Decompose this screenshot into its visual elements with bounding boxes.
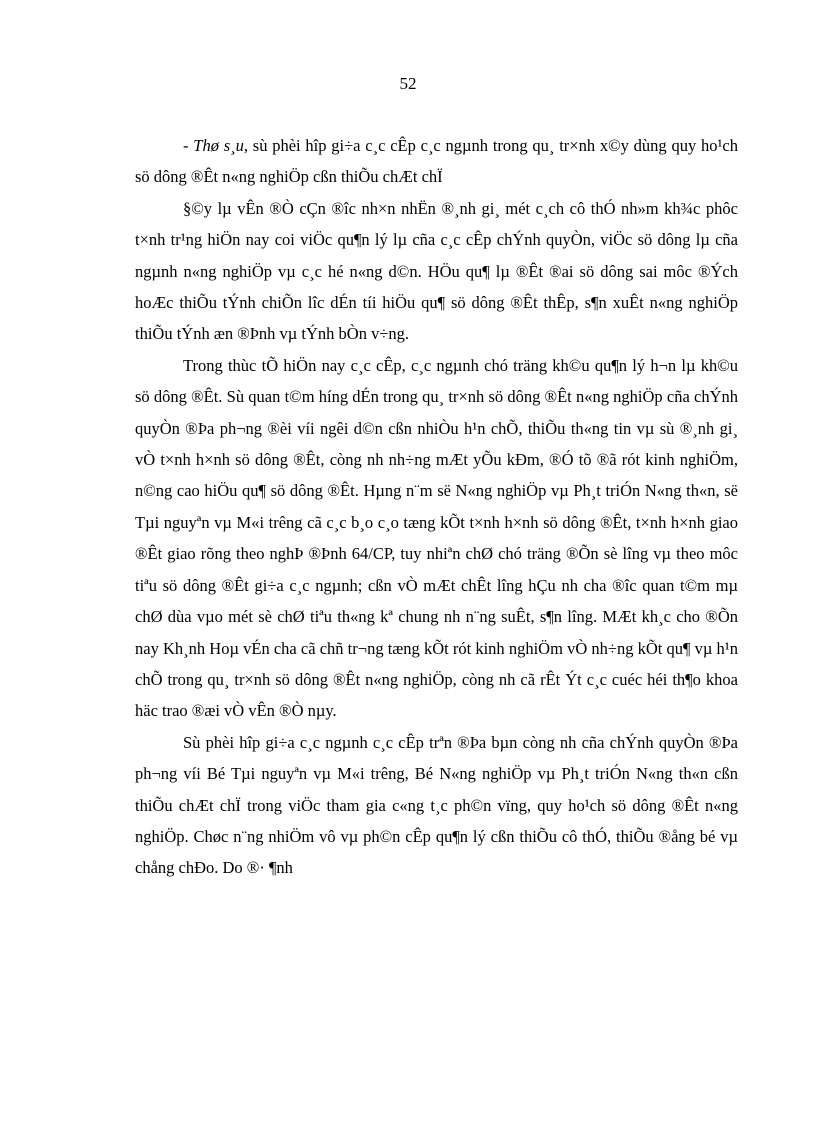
paragraph-4: Sù phèi hîp gi÷a c¸c ngµnh c¸c cÊp trªn ®Þa bµn còng nh cña chÝnh quyÒn ®Þa ph¬ng víi Bé Tµi nguyªn vµ M«i trêng, Bé N«ng nghiÖp vµ Ph¸t triÓn N«ng th«n cßn thiÕu chÆt chÏ trong viÖc tham gia c«ng t¸c ph©n vïng, quy ho¹ch sö dông ®Êt n«ng nghiÖp. Chøc n¨ng nhiÖm vô vµ ph©n cÊp qu¶n lý cßn thiÕu cô thÓ, thiÕu ®ång bé vµ chång chÐo. Do ®· ¶nh [135,732,738,878]
paragraph-2: §©y lµ vÊn ®Ò cÇn ®îc nh×n nhËn ®¸nh gi¸ mét c¸ch cô thÓ nh»m kh¾c phôc t×nh tr¹ng hiÖn nay coi viÖc qu¶n lý lµ cña c¸c cÊp chÝnh quyÒn, viÖc sö dông lµ cña ngµnh n«ng nghiÖp vµ c¸c hé n«ng d©n. HÖu qu¶ lµ ®Êt ®ai sö dông sai môc ®Ých hoÆc thiÕu tÝnh chiÕn lîc dÉn tíi hiÖu qu¶ sö dông ®Êt thÊp, s¶n xuÊt n«ng nghiÖp thiÕu tÝnh æn ®Þnh vµ tÝnh bÒn v÷ng. [135,198,738,344]
document-body [135,130,738,884]
page-number: 52 [399,74,417,93]
paragraph-lead-italic: - Thø s¸u, [183,136,249,155]
paragraph-1 [135,130,738,193]
paragraph-3: Trong thùc tÕ hiÖn nay c¸c cÊp, c¸c ngµnh chó träng kh©u qu¶n lý h¬n lµ kh©u sö dông ®Êt. Sù quan t©m híng dÉn trong qu¸ tr×nh sö dông ®Êt n«ng nghiÖp cña chÝnh quyÒn ®Þa ph¬ng ®èi víi ngêi d©n cßn nhiÒu h¹n chÕ, thiÕu th«ng tin vµ sù ®¸nh gi¸ vÒ t×nh h×nh sö dông ®Êt, còng nh nh÷ng mÆt yÕu kÐm, ®Ó tõ ®ã rót kinh nghiÖm, n©ng cao hiÖu qu¶ sö dông ®Êt. Hµng n¨m së N«ng nghiÖp vµ Ph¸t triÓn N«ng th«n, së Tµi nguyªn vµ M«i trêng cã c¸c b¸o c¸o tæng kÕt t×nh h×nh sö dông ®Êt, t×nh h×nh giao ®Êt giao rõng theo nghÞ ®Þnh 64/CP, tuy nhiªn chØ chó träng ®Õn sè lîng vµ theo môc tiªu sö dông ®Êt gi÷a c¸c ngµnh; cßn vÒ mÆt chÊt lîng hÇu nh cha ®îc quan t©m mµ chØ dùa vµo mét sè chØ tiªu th«ng kª chung nh n¨ng suÊt, s¶n lîng. MÆt kh¸c cho ®Õn nay Kh¸nh Hoµ vÉn cha cã chñ tr¬ng tæng kÕt rót kinh nghiÖm vÒ nh÷ng kÕt qu¶ vµ h¹n chÕ trong qu¸ tr×nh sö dông ®Êt n«ng nghiÖp, còng nh cã rÊt Ýt c¸c cuéc héi th¶o khoa häc trao ®æi vÒ vÊn ®Ò nµy. [135,355,738,721]
paragraph-text: sù phèi hîp gi÷a c¸c cÊp c¸c ngµnh trong qu¸ tr×nh x©y dùng quy ho¹ch sö dông ®Êt n«ng nghiÖp cßn thiÕu chÆt chÏ [135,136,738,187]
